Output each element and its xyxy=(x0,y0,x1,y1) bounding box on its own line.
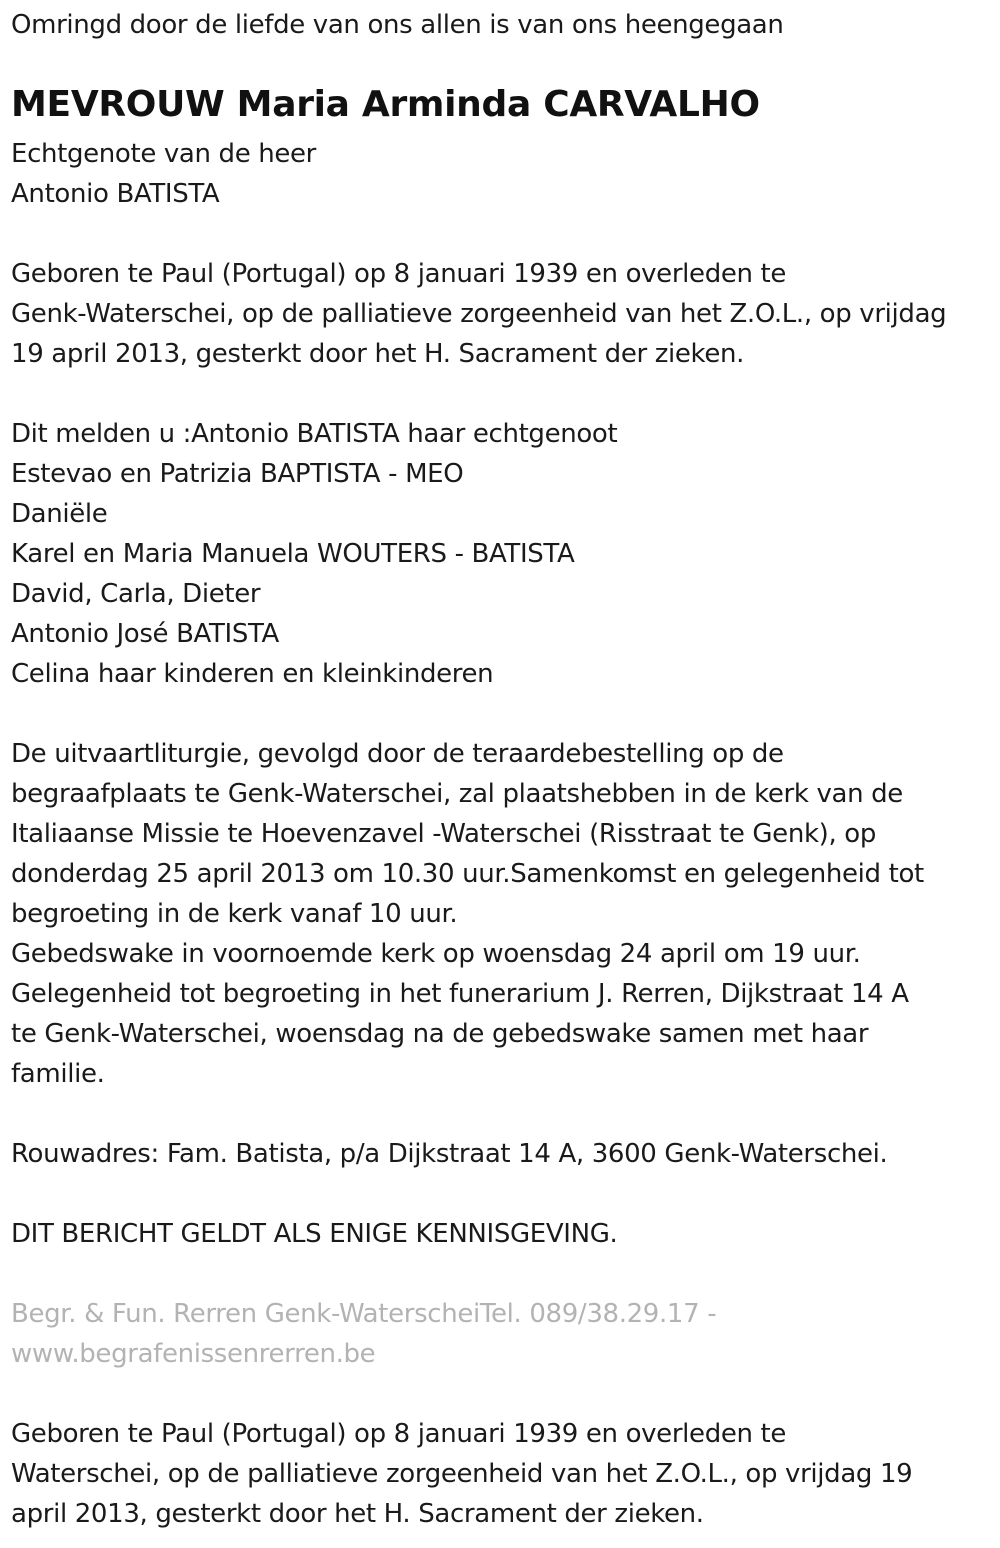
family-line: David, Carla, Dieter xyxy=(11,579,261,609)
spouse-line: Echtgenote van de heer xyxy=(11,139,317,169)
birth-death-block xyxy=(11,254,946,374)
family-line: Karel en Maria Manuela WOUTERS - BATISTA xyxy=(11,539,575,569)
birth-death-line: 19 april 2013, gesterkt door het H. Sacrament der zieken. xyxy=(11,339,745,369)
spouse-block xyxy=(11,134,316,214)
funeral-block xyxy=(11,734,924,1094)
spouse-line: Antonio BATISTA xyxy=(11,179,220,209)
funeral-home-footer xyxy=(11,1294,716,1374)
family-block xyxy=(11,414,617,694)
mourning-address: Rouwadres: Fam. Batista, p/a Dijkstraat 14 A, 3600 Genk-Waterschei. xyxy=(11,1139,888,1169)
birth-death-line: Genk-Waterschei, op de palliatieve zorgeenheid van het Z.O.L., op vrijdag xyxy=(11,299,947,329)
family-line: Estevao en Patrizia BAPTISTA - MEO xyxy=(11,459,464,489)
family-line: Daniële xyxy=(11,499,108,529)
birth-death-repeat-line: april 2013, gesterkt door het H. Sacrament der zieken. xyxy=(11,1499,704,1529)
birth-death-line: Geboren te Paul (Portugal) op 8 januari 1939 en overleden te xyxy=(11,259,787,289)
family-line: Antonio José BATISTA xyxy=(11,619,279,649)
intro-text: Omringd door de liefde van ons allen is van ons heengegaan xyxy=(11,10,784,40)
deceased-name-heading: MEVROUW Maria Arminda CARVALHO xyxy=(11,84,760,125)
funeral-line: Gelegenheid tot begroeting in het funerarium J. Rerren, Dijkstraat 14 A xyxy=(11,979,909,1009)
notice-text: DIT BERICHT GELDT ALS ENIGE KENNISGEVING. xyxy=(11,1219,618,1249)
funeral-line: te Genk-Waterschei, woensdag na de gebedswake samen met haar xyxy=(11,1019,869,1049)
funeral-line: donderdag 25 april 2013 om 10.30 uur.Samenkomst en gelegenheid tot xyxy=(11,859,924,889)
birth-death-repeat-line: Geboren te Paul (Portugal) op 8 januari 1939 en overleden te xyxy=(11,1419,787,1449)
funeral-line: familie. xyxy=(11,1059,105,1089)
family-line: Dit melden u :Antonio BATISTA haar echtgenoot xyxy=(11,419,618,449)
notice-block xyxy=(11,1214,617,1254)
funeral-line: begraafplaats te Genk-Waterschei, zal plaatshebben in de kerk van de xyxy=(11,779,903,809)
funeral-line: De uitvaartliturgie, gevolgd door de teraardebestelling op de xyxy=(11,739,784,769)
family-line: Celina haar kinderen en kleinkinderen xyxy=(11,659,494,689)
funeral-home-website: www.begrafenissenrerren.be xyxy=(11,1339,376,1369)
funeral-line: Gebedswake in voornoemde kerk op woensdag 24 april om 19 uur. xyxy=(11,939,861,969)
funeral-line: Italiaanse Missie te Hoevenzavel -Waterschei (Risstraat te Genk), op xyxy=(11,819,876,849)
funeral-line: begroeting in de kerk vanaf 10 uur. xyxy=(11,899,458,929)
birth-death-repeat-line: Waterschei, op de palliatieve zorgeenheid van het Z.O.L., op vrijdag 19 xyxy=(11,1459,913,1489)
birth-death-repeat-block xyxy=(11,1414,912,1534)
mourning-address-block xyxy=(11,1134,887,1174)
funeral-home-contact: Begr. & Fun. Rerren Genk-WaterscheiTel. 089/38.29.17 - xyxy=(11,1299,717,1329)
